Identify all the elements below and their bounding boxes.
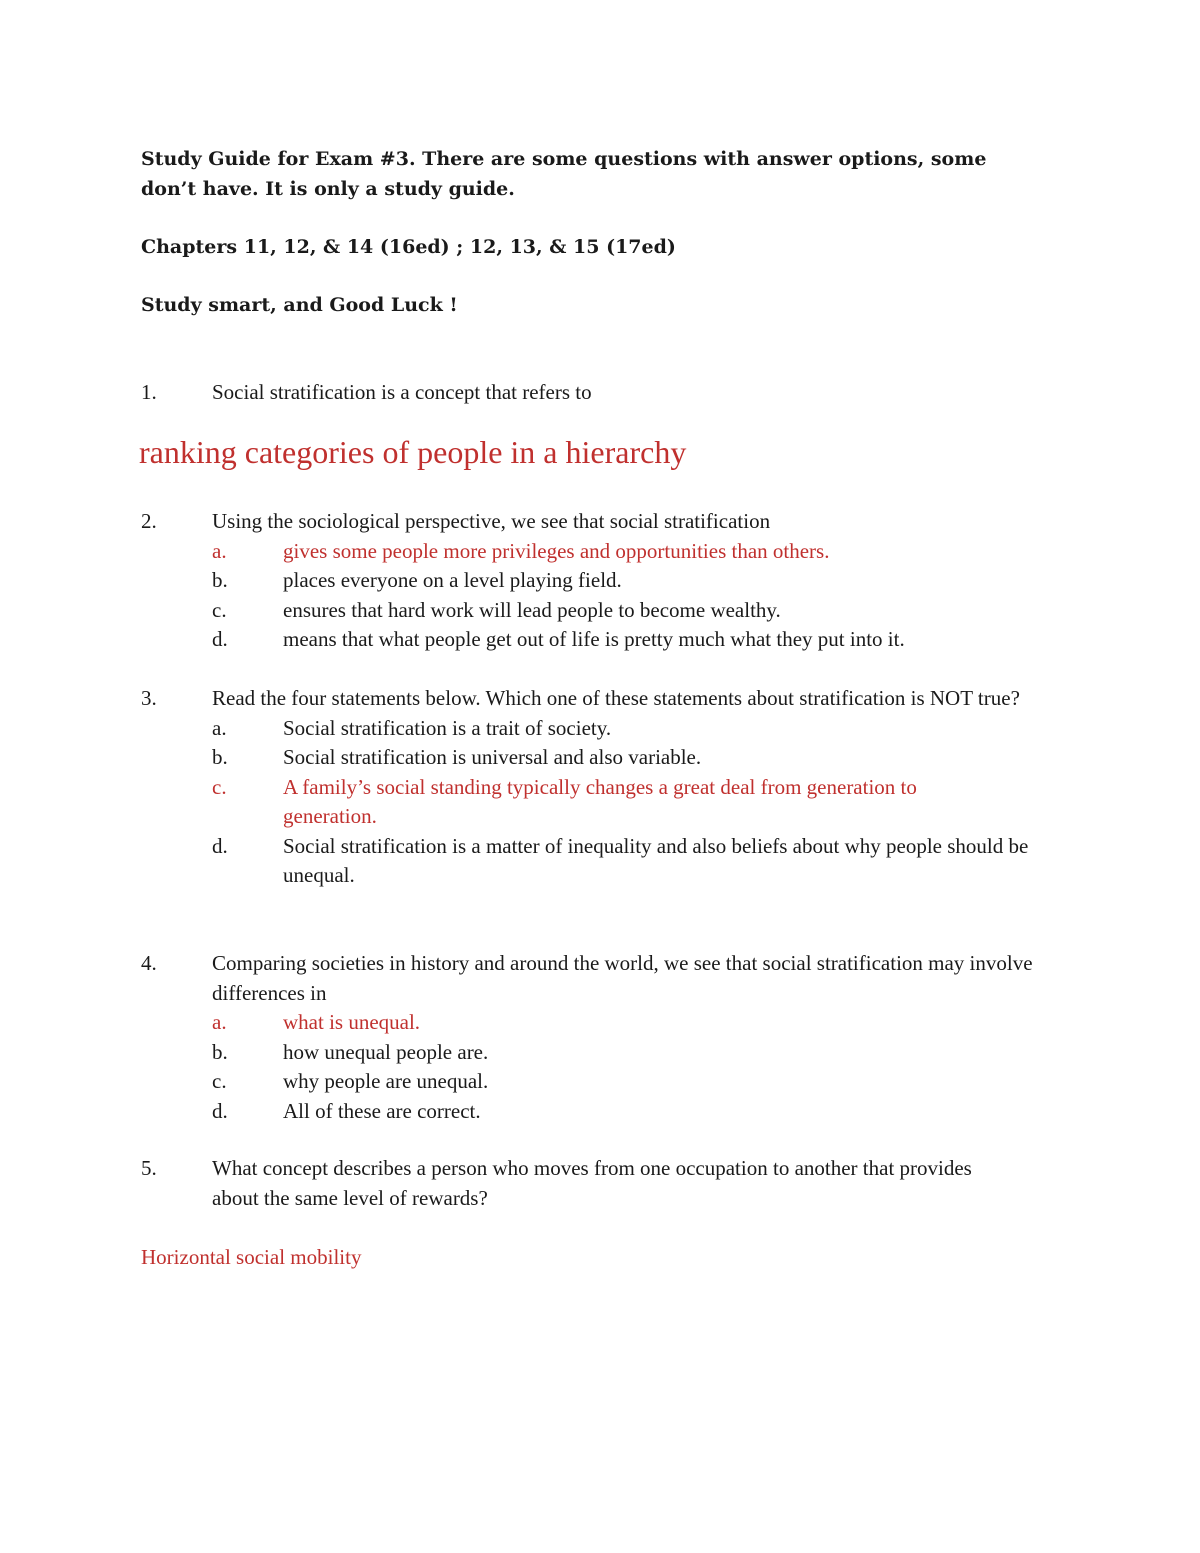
question-5-answer: Horizontal social mobility [141,1245,362,1269]
option-text: gives some people more privileges and opportunities than others. [283,538,830,563]
option-d [212,625,1081,655]
option-letter: d. [212,627,228,651]
option-text: ensures that hard work will lead people to become wealthy. [283,597,781,622]
answer-options [212,537,1081,655]
chapters-line: Chapters 11, 12, & 14 (16ed) ; 12, 13, & 15 (17ed) [141,236,676,258]
question-1-answer: ranking categories of people in a hierarchy [139,434,687,470]
option-letter: c. [212,1069,227,1093]
option-text: Social stratification is a trait of society. [283,715,612,740]
good-luck-line: Study smart, and Good Luck ! [141,294,458,316]
option-letter: b. [212,745,228,769]
question-number: 2. [141,509,157,533]
option-text: Social stratification is a matter of inequality and also beliefs about why people should be unequal. [283,833,1029,887]
option-text: A family’s social standing typically changes a great deal from generation to generation. [283,774,917,828]
option-a-correct [212,1008,1081,1038]
question-3 [141,684,1081,891]
option-c [212,1067,1081,1097]
question-text: Using the sociological perspective, we see that social stratification [212,509,771,533]
answer-options [212,714,1081,891]
option-a [212,714,1081,744]
option-letter: c. [212,597,227,622]
option-b [212,743,1081,773]
question-text: What concept describes a person who moves from one occupation to another that provides about the same level of rewards? [212,1156,972,1210]
option-a-correct [212,537,1081,567]
option-text: means that what people get out of life is pretty much what they put into it. [283,627,905,651]
guide-intro: Study Guide for Exam #3. There are some questions with answer options, some don’t have. It is only a study guide. [141,148,987,200]
question-text: Social stratification is a concept that refers to [212,380,592,404]
answer-options [212,1008,1081,1126]
option-letter: b. [212,1039,228,1064]
option-letter: c. [212,774,227,799]
option-letter: d. [212,833,228,858]
option-d [212,1097,1081,1127]
question-number: 5. [141,1156,157,1180]
question-number: 3. [141,686,157,710]
option-c [212,596,1081,626]
option-text: why people are unequal. [283,1069,489,1093]
option-text: places everyone on a level playing field. [283,568,622,592]
option-text: what is unequal. [283,1010,421,1034]
question-4 [141,949,1081,1126]
question-5 [141,1154,1081,1213]
option-letter: b. [212,568,228,592]
question-2 [141,507,1081,655]
option-b [212,566,1081,596]
question-number: 1. [141,380,157,404]
option-b [212,1038,1081,1068]
option-letter: a. [212,538,227,563]
option-letter: a. [212,1010,227,1034]
option-text: All of these are correct. [283,1098,481,1123]
option-c-correct [212,773,1081,832]
question-number: 4. [141,951,157,975]
question-text: Comparing societies in history and around the world, we see that social stratification may involve differences in [212,951,1033,1005]
option-letter: a. [212,715,227,740]
option-letter: d. [212,1098,228,1123]
question-text: Read the four statements below. Which one of these statements about stratification is NOT true? [212,686,1020,710]
option-text: Social stratification is universal and also variable. [283,745,702,769]
option-text: how unequal people are. [283,1039,489,1064]
question-1 [141,378,1081,408]
option-d [212,832,1081,891]
